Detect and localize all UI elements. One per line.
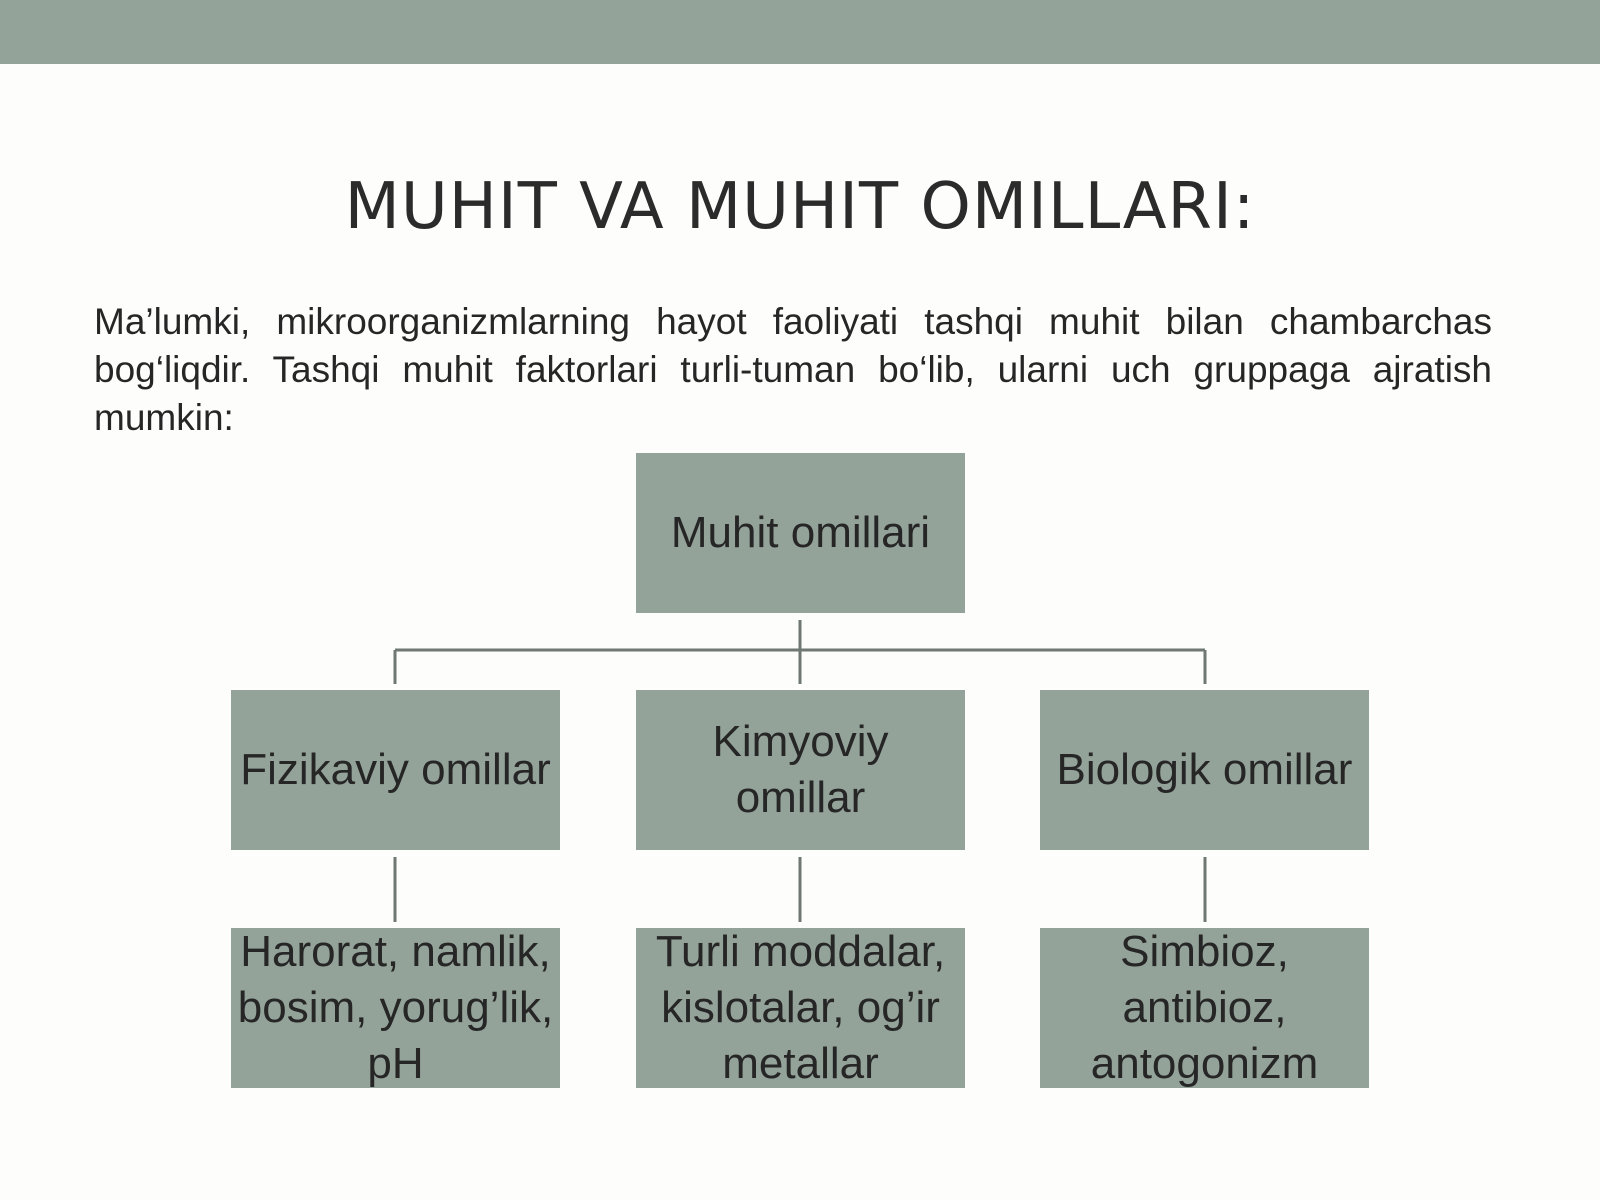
root-node bbox=[636, 453, 965, 613]
root-node-label: Muhit omillari bbox=[670, 508, 931, 557]
category-node-biological bbox=[1040, 690, 1369, 850]
detail-node-chemical bbox=[636, 928, 965, 1088]
intro-paragraph: Ma’lumki, mikroorganizmlarning hayot faoliyati tashqi muhit bilan chambarchas bog‘liqdir. Tashqi muhit faktorlari turli-tuman bo‘lib, ularni uch gruppaga ajratish mumkin: bbox=[94, 301, 1492, 438]
category-label: Biologik omillar bbox=[1056, 745, 1353, 794]
detail-label: Harorat, namlik, bosim, yorug’lik, pH bbox=[237, 927, 554, 1088]
category-node-chemical bbox=[636, 690, 965, 850]
detail-label: Turli moddalar, kislotalar, og’ir metallar bbox=[655, 927, 946, 1088]
detail-label: Simbioz, antibioz, antogonizm bbox=[1090, 927, 1319, 1088]
category-node-physical bbox=[231, 690, 560, 850]
category-label: Kimyoviy omillar bbox=[712, 717, 889, 822]
detail-node-physical bbox=[231, 928, 560, 1088]
category-label: Fizikaviy omillar bbox=[240, 745, 551, 794]
slide-title: MUHIT VA MUHIT OMILLARI: bbox=[344, 170, 1256, 244]
header-band bbox=[0, 0, 1600, 64]
detail-node-biological bbox=[1040, 928, 1369, 1088]
